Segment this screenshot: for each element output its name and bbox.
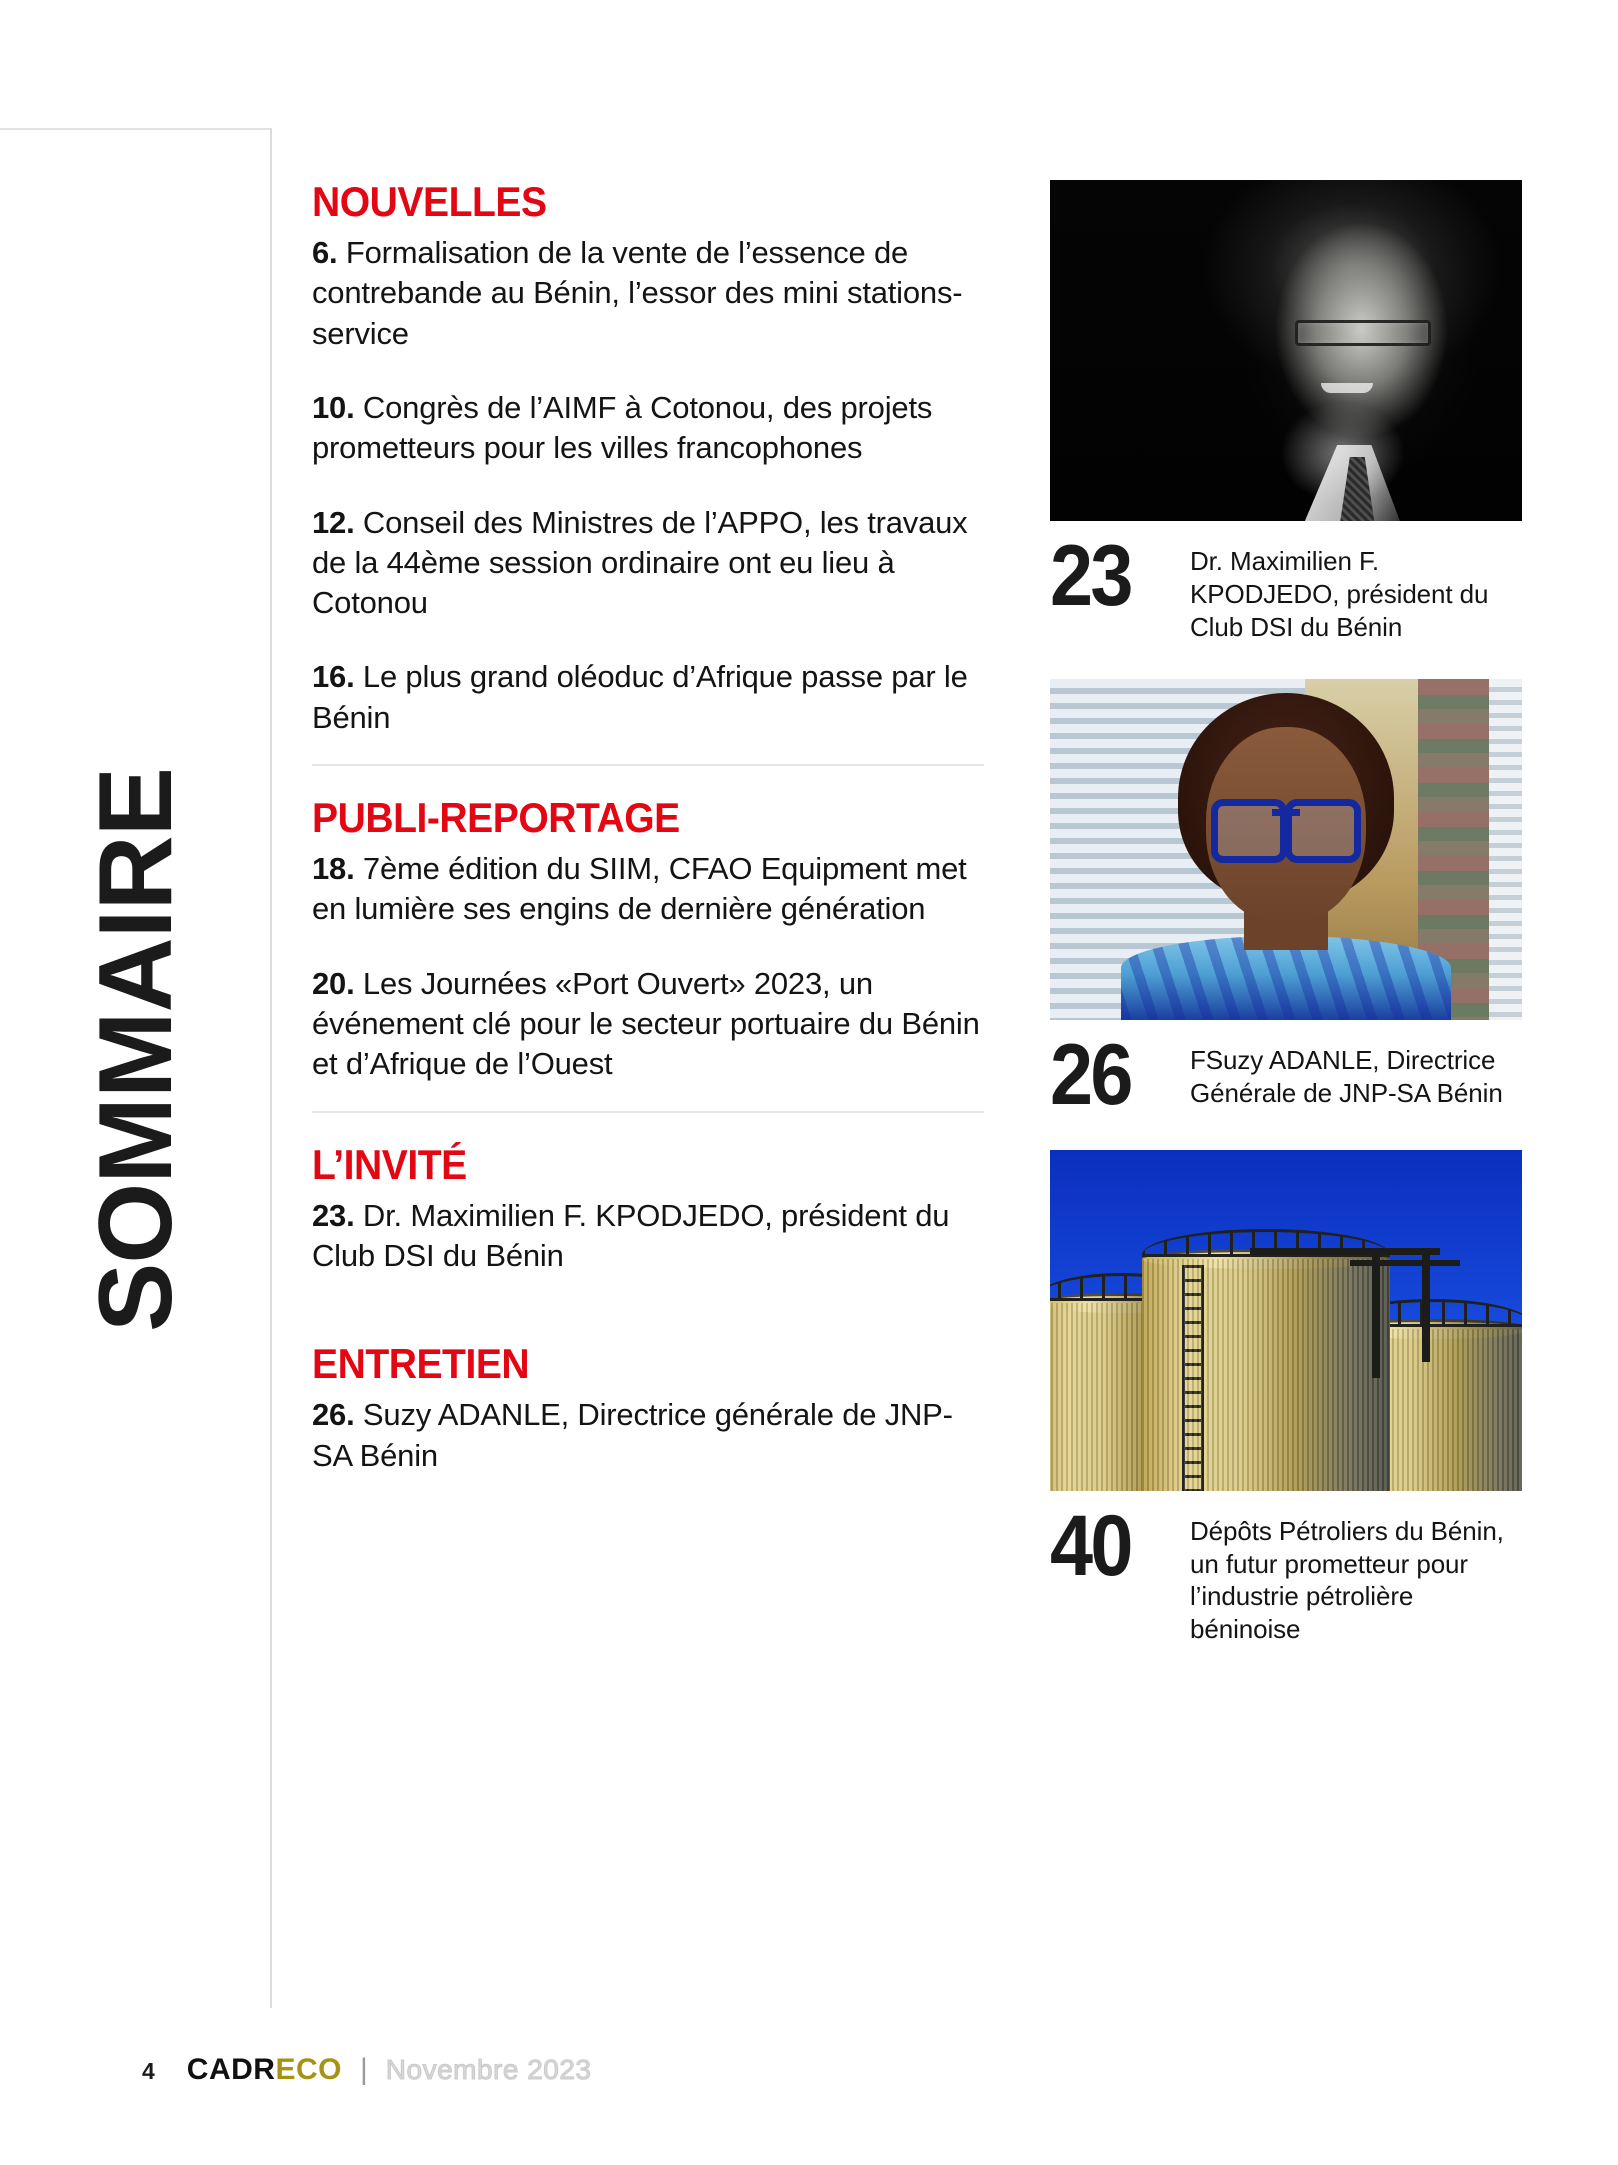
storage-tank-center (1142, 1259, 1390, 1491)
section-heading: L’INVITÉ (312, 1140, 467, 1188)
toc-entry-number: 16. (312, 659, 355, 695)
window-blinds-right (1489, 679, 1522, 1020)
top-rule (0, 128, 272, 130)
toc-entry-text: Le plus grand oléoduc d’Afrique passe par le Bénin (312, 659, 968, 735)
section-divider (312, 1316, 984, 1318)
section-divider (312, 1111, 984, 1113)
highlight-caption-row (1050, 1497, 1522, 1646)
toc-entry-number: 20. (312, 965, 355, 1001)
toc-entry[interactable] (312, 503, 984, 624)
toc-entry[interactable] (312, 1395, 984, 1476)
toc-entry-number: 23. (312, 1197, 355, 1233)
tank-gantry-arm (1350, 1260, 1460, 1266)
toc-entry-text: Congrès de l’AIMF à Cotonou, des projets prometteurs pour les villes francophones (312, 389, 933, 466)
toc-column (312, 180, 984, 1476)
toc-entry-text: Dr. Maximilien F. KPODJEDO, président du Club DSI du Bénin (312, 1197, 950, 1274)
logo-part-eco: ECO (275, 2053, 342, 2086)
section-entretien (312, 1342, 984, 1476)
toc-entry-text: Conseil des Ministres de l’APPO, les travaux de la 44ème session ordinaire ont eu lieu à Cotonou (312, 504, 968, 621)
toc-entry-number: 10. (312, 389, 355, 425)
section-l-invite (312, 1140, 984, 1277)
toc-entry-text: Formalisation de la vente de l’essence de contrebande au Bénin, l’essor des mini stations-service (312, 235, 963, 351)
footer-page-number: 4 (142, 2058, 155, 2084)
highlight-card[interactable] (1050, 180, 1522, 643)
highlight-caption-text: Dr. Maximilien F. KPODJEDO, président du Club DSI du Bénin (1190, 546, 1489, 642)
highlight-page-number: 23 (1050, 528, 1131, 624)
tank-ladder (1182, 1265, 1204, 1491)
highlight-page-number: 40 (1050, 1497, 1131, 1594)
glasses-bridge (1272, 809, 1300, 816)
highlight-caption-text: Dépôts Pétroliers du Bénin, un futur prometteur pour l’industrie pétrolière béninoise (1190, 1515, 1504, 1645)
toc-entry[interactable] (312, 849, 984, 930)
section-publi-reportage (312, 796, 984, 1085)
magazine-logo (187, 2053, 342, 2087)
tank-gantry-post (1372, 1248, 1380, 1378)
toc-entry-number: 26. (312, 1397, 355, 1433)
tank-gantry-beam (1250, 1248, 1440, 1255)
highlight-caption-row (1050, 1027, 1522, 1124)
page-footer (142, 2053, 592, 2087)
highlight-caption-row (1050, 528, 1522, 643)
toc-entry[interactable] (312, 964, 984, 1085)
logo-part-cadr: CADR (186, 2053, 276, 2086)
footer-issue-date: Novembre 2023 (385, 2054, 592, 2085)
page-title: SOMMAIRE (78, 768, 194, 1332)
footer-separator: | (359, 2053, 368, 2086)
photo-suzy-adanle (1050, 679, 1522, 1020)
toc-entry[interactable] (312, 233, 984, 354)
toc-entry-number: 12. (312, 504, 355, 540)
smile-shape (1321, 383, 1373, 393)
toc-entry-text: Les Journées «Port Ouvert» 2023, un événement clé pour le secteur portuaire du Bénin et d’Afrique de l’Ouest (312, 965, 980, 1082)
highlight-caption-text: FSuzy ADANLE, Directrice Générale de JNP-SA Bénin (1190, 1045, 1503, 1108)
section-heading: PUBLI-REPORTAGE (312, 794, 680, 842)
section-divider (312, 764, 984, 766)
highlight-page-number: 26 (1050, 1027, 1131, 1124)
toc-entry-number: 18. (312, 851, 355, 887)
toc-entry[interactable] (312, 388, 984, 469)
toc-entry[interactable] (312, 1196, 984, 1277)
highlight-card[interactable] (1050, 1150, 1522, 1646)
toc-entry-text: Suzy ADANLE, Directrice générale de JNP-SA Bénin (312, 1397, 953, 1473)
toc-entry-text: 7ème édition du SIIM, CFAO Equipment met en lumière ses engins de dernière génération (312, 851, 967, 927)
highlight-card[interactable] (1050, 679, 1522, 1124)
toc-entry[interactable] (312, 657, 984, 738)
section-heading: NOUVELLES (312, 178, 547, 225)
highlights-column (1050, 180, 1522, 1646)
photo-depots-petroliers (1050, 1150, 1522, 1491)
photo-dr-kpodjedo (1050, 180, 1522, 521)
contents-body (312, 180, 1522, 1646)
section-nouvelles (312, 180, 984, 738)
tank-gantry-post-2 (1422, 1250, 1430, 1362)
sommaire-title-area (0, 720, 272, 1380)
blue-glasses-icon (1211, 799, 1361, 851)
glasses-icon (1295, 320, 1431, 346)
toc-entry-number: 6. (312, 235, 338, 271)
section-heading: ENTRETIEN (312, 1340, 530, 1388)
